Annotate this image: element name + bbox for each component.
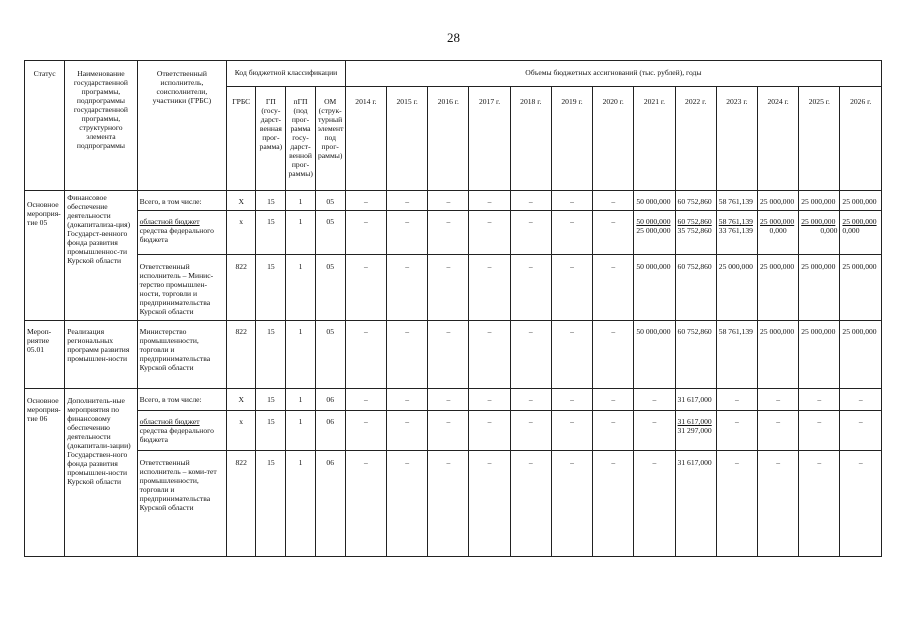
cell-gp: 15 bbox=[256, 411, 286, 451]
header-year: 2020 г. bbox=[593, 87, 634, 191]
cell-value: – bbox=[634, 451, 675, 557]
cell-value: – bbox=[799, 451, 840, 557]
cell-om: 06 bbox=[315, 389, 345, 411]
cell-value: – bbox=[593, 191, 634, 211]
cell-value: – bbox=[510, 411, 551, 451]
cell-value: – bbox=[551, 211, 592, 255]
cell-om: 06 bbox=[315, 411, 345, 451]
cell-gp: 15 bbox=[256, 191, 286, 211]
cell-value: 25 000,000 bbox=[716, 255, 757, 321]
cell-value: – bbox=[799, 389, 840, 411]
cell-value: – bbox=[593, 389, 634, 411]
cell-value: – bbox=[634, 411, 675, 451]
cell-value: – bbox=[757, 451, 798, 557]
header-om: ОМ (струк-турный элемент под прог-раммы) bbox=[315, 87, 345, 191]
cell-value: 31 297,000 bbox=[677, 426, 712, 435]
cell-value: – bbox=[387, 211, 428, 255]
header-gp: ГП (госу-дарст-венная прог-рамма) bbox=[256, 87, 286, 191]
cell-value: 50 000,000 bbox=[634, 255, 675, 321]
header-row-1 bbox=[25, 61, 882, 87]
row-executor: Ответственный исполнитель – коми-тет промышленности, торговли и предпринимательства Курской области bbox=[137, 451, 227, 557]
cell-value: 50 000,000 bbox=[634, 191, 675, 211]
cell-value: – bbox=[469, 191, 510, 211]
cell-value: – bbox=[510, 451, 551, 557]
table-row bbox=[25, 255, 882, 321]
header-year: 2023 г. bbox=[716, 87, 757, 191]
cell-value: 60 752,860 bbox=[677, 217, 712, 226]
cell-value: – bbox=[757, 411, 798, 451]
cell-value-pair bbox=[634, 211, 675, 255]
cell-value: – bbox=[345, 191, 386, 211]
header-name: Наименование государственной программы, подпрограммы государственной программы, структурного элемента подпрограммы bbox=[65, 61, 137, 191]
cell-om: 05 bbox=[315, 211, 345, 255]
cell-value-pair bbox=[757, 211, 798, 255]
cell-value: – bbox=[634, 389, 675, 411]
row-executor-regional: областной бюджет bbox=[139, 417, 200, 426]
cell-value: – bbox=[345, 321, 386, 389]
header-status: Статус bbox=[25, 61, 65, 191]
cell-value: 25 000,000 bbox=[799, 321, 840, 389]
header-budget-code: Код бюджетной классификации bbox=[227, 61, 346, 87]
header-grbs: ГРБС bbox=[227, 87, 256, 191]
block-status: Мероп-риятие 05.01 bbox=[25, 321, 65, 389]
cell-om: 06 bbox=[315, 451, 345, 557]
block-status: Основное мероприя-тие 05 bbox=[25, 191, 65, 321]
cell-value: – bbox=[387, 411, 428, 451]
cell-value: 60 752,860 bbox=[675, 321, 716, 389]
cell-value: 60 752,860 bbox=[675, 255, 716, 321]
cell-value: – bbox=[469, 389, 510, 411]
cell-value: 0,000 bbox=[820, 226, 838, 235]
cell-value: – bbox=[345, 255, 386, 321]
header-year: 2025 г. bbox=[799, 87, 840, 191]
cell-value: 25 000,000 bbox=[840, 255, 882, 321]
cell-value: – bbox=[510, 321, 551, 389]
cell-pgp: 1 bbox=[286, 451, 315, 557]
header-year: 2026 г. bbox=[840, 87, 882, 191]
cell-value: – bbox=[469, 211, 510, 255]
cell-value: – bbox=[345, 451, 386, 557]
cell-value: – bbox=[510, 191, 551, 211]
cell-value: 33 761,139 bbox=[718, 226, 753, 235]
cell-value: 35 752,860 bbox=[677, 226, 712, 235]
cell-value: – bbox=[716, 451, 757, 557]
cell-value: 58 761,139 bbox=[718, 217, 753, 226]
cell-value: – bbox=[469, 255, 510, 321]
header-year: 2018 г. bbox=[510, 87, 551, 191]
cell-value: 31 617,000 bbox=[675, 389, 716, 411]
cell-value: 58 761,139 bbox=[716, 191, 757, 211]
table-row bbox=[25, 389, 882, 411]
cell-value: 25 000,000 bbox=[759, 217, 795, 226]
cell-value: 25 000,000 bbox=[799, 255, 840, 321]
cell-value: 25 000,000 bbox=[636, 226, 671, 235]
cell-value: 25 000,000 bbox=[840, 321, 882, 389]
header-year: 2019 г. bbox=[551, 87, 592, 191]
cell-value: – bbox=[840, 451, 882, 557]
cell-value: – bbox=[840, 411, 882, 451]
cell-value: – bbox=[428, 451, 469, 557]
cell-value: – bbox=[593, 451, 634, 557]
cell-value: – bbox=[593, 411, 634, 451]
cell-value: – bbox=[551, 451, 592, 557]
header-year: 2014 г. bbox=[345, 87, 386, 191]
cell-grbs: 822 bbox=[227, 451, 256, 557]
header-year: 2015 г. bbox=[387, 87, 428, 191]
block-status: Основное мероприя-тие 06 bbox=[25, 389, 65, 557]
cell-om: 05 bbox=[315, 321, 345, 389]
cell-grbs: 822 bbox=[227, 321, 256, 389]
cell-value: 25 000,000 bbox=[801, 217, 836, 226]
cell-value: – bbox=[469, 411, 510, 451]
cell-value: 25 000,000 bbox=[842, 217, 877, 226]
cell-value: – bbox=[387, 451, 428, 557]
cell-pgp: 1 bbox=[286, 321, 315, 389]
cell-value: 50 000,000 bbox=[636, 217, 671, 226]
header-year: 2016 г. bbox=[428, 87, 469, 191]
cell-gp: 15 bbox=[256, 389, 286, 411]
cell-gp: 15 bbox=[256, 321, 286, 389]
cell-gp: 15 bbox=[256, 451, 286, 557]
cell-value: – bbox=[469, 321, 510, 389]
cell-grbs: Х bbox=[227, 389, 256, 411]
cell-value-pair bbox=[675, 411, 716, 451]
row-executor-regional: областной бюджет bbox=[139, 217, 200, 226]
cell-grbs: х bbox=[227, 211, 256, 255]
cell-pgp: 1 bbox=[286, 191, 315, 211]
cell-value: – bbox=[716, 389, 757, 411]
row-executor: Ответственный исполнитель – Минис-терство промышлен-ности, торговли и предпринимательства Курской области bbox=[137, 255, 227, 321]
header-year: 2024 г. bbox=[757, 87, 798, 191]
row-executor: Всего, в том числе: bbox=[137, 191, 227, 211]
cell-value: 31 617,000 bbox=[677, 417, 712, 426]
cell-pgp: 1 bbox=[286, 389, 315, 411]
cell-value: – bbox=[387, 255, 428, 321]
table-row bbox=[25, 451, 882, 557]
cell-value: – bbox=[428, 389, 469, 411]
cell-value: – bbox=[510, 211, 551, 255]
cell-value: – bbox=[551, 255, 592, 321]
cell-value: – bbox=[551, 191, 592, 211]
cell-value: 31 617,000 bbox=[675, 451, 716, 557]
cell-value: – bbox=[387, 191, 428, 211]
block-name: Финансовое обеспечение деятельности (докапитализа-ция) Государст-венного фонда развития промышленнос-ти Курской области bbox=[65, 191, 137, 321]
cell-value: – bbox=[593, 321, 634, 389]
cell-value: – bbox=[551, 389, 592, 411]
cell-grbs: х bbox=[227, 411, 256, 451]
cell-value-pair bbox=[716, 211, 757, 255]
cell-value: – bbox=[510, 255, 551, 321]
cell-value: – bbox=[428, 211, 469, 255]
block-name: Дополнитель-ные мероприятия по финансовому обеспечению деятельности (докапитали-зации) Государствен-ного фонда развития промышлен-ности Курской области bbox=[65, 389, 137, 557]
page-number: 28 bbox=[447, 30, 460, 45]
cell-pgp: 1 bbox=[286, 411, 315, 451]
table-row bbox=[25, 411, 882, 451]
cell-value: – bbox=[799, 411, 840, 451]
cell-grbs: Х bbox=[227, 191, 256, 211]
cell-value: 25 000,000 bbox=[757, 321, 798, 389]
cell-value: – bbox=[428, 321, 469, 389]
cell-value: 25 000,000 bbox=[799, 191, 840, 211]
cell-value: 25 000,000 bbox=[757, 255, 798, 321]
cell-value: 25 000,000 bbox=[757, 191, 798, 211]
row-executor bbox=[137, 211, 227, 255]
cell-value: – bbox=[345, 211, 386, 255]
table-row bbox=[25, 211, 882, 255]
cell-pgp: 1 bbox=[286, 255, 315, 321]
header-year: 2022 г. bbox=[675, 87, 716, 191]
row-executor-federal: средства федерального бюджета bbox=[139, 226, 214, 244]
budget-table bbox=[24, 60, 882, 557]
cell-value: – bbox=[428, 411, 469, 451]
cell-value-pair bbox=[675, 211, 716, 255]
block-name: Реализация региональных программ развития промышлен-ности bbox=[65, 321, 137, 389]
cell-value: – bbox=[469, 451, 510, 557]
cell-value: – bbox=[593, 255, 634, 321]
row-executor bbox=[137, 411, 227, 451]
cell-value: – bbox=[510, 389, 551, 411]
cell-value-pair bbox=[799, 211, 840, 255]
cell-gp: 15 bbox=[256, 255, 286, 321]
cell-value: – bbox=[387, 321, 428, 389]
cell-value: – bbox=[593, 211, 634, 255]
cell-value: – bbox=[345, 411, 386, 451]
cell-value: – bbox=[757, 389, 798, 411]
cell-om: 05 bbox=[315, 191, 345, 211]
table-row bbox=[25, 321, 882, 389]
cell-value: – bbox=[387, 389, 428, 411]
header-pgp: пГП (под прог-рамма госу-дарст-венной прог-раммы) bbox=[286, 87, 315, 191]
row-executor-federal: средства федерального бюджета bbox=[139, 426, 214, 444]
cell-gp: 15 bbox=[256, 211, 286, 255]
cell-value: 25 000,000 bbox=[840, 191, 882, 211]
header-year: 2021 г. bbox=[634, 87, 675, 191]
header-executor: Ответственный исполнитель, соисполнители, участники (ГРБС) bbox=[137, 61, 227, 191]
cell-om: 05 bbox=[315, 255, 345, 321]
cell-value: – bbox=[345, 389, 386, 411]
row-executor: Министерство промышленности, торговли и предпринимательства Курской области bbox=[137, 321, 227, 389]
cell-grbs: 822 bbox=[227, 255, 256, 321]
table-row bbox=[25, 191, 882, 211]
cell-value: 60 752,860 bbox=[675, 191, 716, 211]
header-year: 2017 г. bbox=[469, 87, 510, 191]
cell-value: – bbox=[840, 389, 882, 411]
cell-value: – bbox=[551, 411, 592, 451]
header-volumes: Объемы бюджетных ассигнований (тыс. рублей), годы bbox=[345, 61, 881, 87]
cell-pgp: 1 bbox=[286, 211, 315, 255]
cell-value: 0,000 bbox=[769, 226, 787, 235]
cell-value: – bbox=[428, 255, 469, 321]
row-executor: Всего, в том числе: bbox=[137, 389, 227, 411]
cell-value: – bbox=[551, 321, 592, 389]
cell-value: – bbox=[716, 411, 757, 451]
cell-value-pair bbox=[840, 211, 882, 255]
cell-value: – bbox=[428, 191, 469, 211]
cell-value: 0,000 bbox=[842, 226, 860, 235]
cell-value: 50 000,000 bbox=[634, 321, 675, 389]
cell-value: 58 761,139 bbox=[716, 321, 757, 389]
